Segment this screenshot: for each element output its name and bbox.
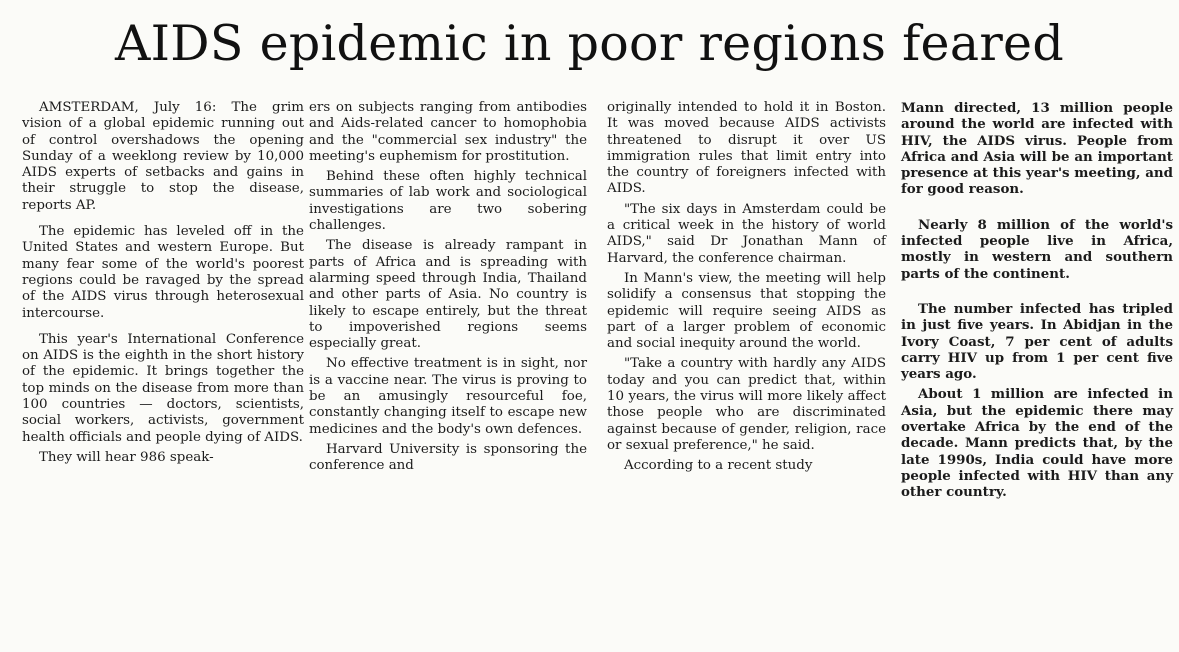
paragraph: originally intended to hold it in Boston. It was moved because AIDS activists threatened to disrupt it over US immigration rules that limit entry into the country of foreigners infected with AIDS. — [607, 100, 886, 197]
paragraph: "The six days in Amsterdam could be a critical week in the history of world AIDS," said Dr Jonathan Mann of Harvard, the conference chairman. — [607, 201, 886, 266]
paragraph: They will hear 986 speak- — [39, 449, 214, 465]
column-1 — [22, 100, 304, 466]
paragraph: Nearly 8 million of the world's infected people live in Africa, mostly in western and southern parts of the continent. — [901, 216, 1173, 282]
paragraph: This year's International Conference on AIDS is the eighth in the short history of the epidemic. It brings together the top minds on the disease from more than 100 countries — doctors, scientists, social workers, activists, government health officials and people dying of AIDS. — [22, 331, 304, 445]
paragraph: ers on subjects ranging from antibodies and Aids-related cancer to homophobia and the "commercial sex industry" the meeting's euphemism for prostitution. — [309, 100, 587, 164]
paragraph: Harvard University is sponsoring the conference and — [309, 441, 587, 474]
column-4 — [901, 100, 1173, 501]
paragraph: The disease is already rampant in parts of Africa and is spreading with alarming speed through India, Thailand and other parts of Asia. No country is likely to escape entirely, but the threat to impoverished regions seems especially great. — [309, 238, 587, 352]
paragraph: Mann directed, 13 million people around the world are infected with HIV, the AIDS virus. People from Africa and Asia will be an important presence at this year's meeting, and for good reason. — [901, 100, 1173, 198]
paragraph: About 1 million are infected in Asia, but the epidemic there may overtake Africa by the end of the decade. Mann predicts that, by the late 1990s, India could have more people infected with HIV than any other country. — [901, 386, 1173, 501]
paragraph: Behind these often highly technical summaries of lab work and sociological investigations are two sobering challenges. — [309, 169, 587, 234]
paragraph: The number infected has tripled in just five years. In Abidjan in the Ivory Coast, 7 per cent of adults carry HIV up from 1 per cent five years ago. — [901, 300, 1173, 383]
paragraph: According to a recent study — [624, 458, 813, 474]
paragraph: The epidemic has leveled off in the United States and western Europe. But many fear some of the world's poorest regions could be ravaged by the spread of the AIDS virus through heterosexual intercourse. — [22, 224, 304, 321]
column-2 — [309, 100, 587, 475]
paragraph: In Mann's view, the meeting will help solidify a consensus that stopping the epidemic will require seeing AIDS as part of a larger problem of economic and social inequity around the world. — [607, 270, 886, 352]
headline: AIDS epidemic in poor regions feared — [114, 15, 1065, 72]
column-3 — [607, 100, 886, 475]
paragraph: AMSTERDAM, July 16: The grim vision of a global epidemic running out of control overshadows the opening Sunday of a weeklong review by 10,000 AIDS experts of setbacks and gains in their struggle to stop the disease, reports AP. — [22, 100, 304, 213]
paragraph: No effective treatment is in sight, nor is a vaccine near. The virus is proving to be an amusingly resourceful foe, constantly changing itself to escape new medicines and the body's own defences. — [309, 356, 587, 437]
paragraph: "Take a country with hardly any AIDS today and you can predict that, within 10 years, the virus will more likely affect those people who are discriminated against because of gender, religion, race or sexual preference," he said. — [607, 356, 886, 453]
